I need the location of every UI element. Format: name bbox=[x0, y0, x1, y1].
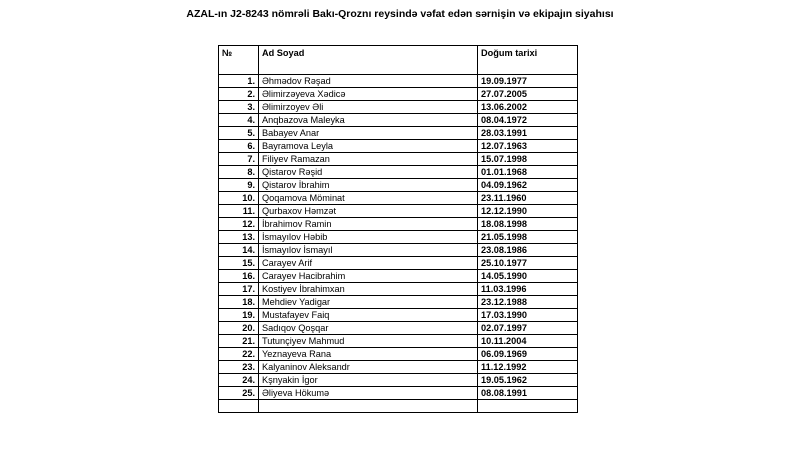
name-cell: İbrahimov Ramin bbox=[259, 218, 478, 231]
row-number-cell bbox=[219, 400, 259, 413]
birth-date-cell: 08.08.1991 bbox=[478, 387, 578, 400]
table-row bbox=[219, 400, 578, 413]
table-row bbox=[219, 114, 578, 127]
table-row bbox=[219, 361, 578, 374]
table-row bbox=[219, 322, 578, 335]
row-number-cell: 15. bbox=[219, 257, 259, 270]
name-cell: Əlimirzoyev Əli bbox=[259, 101, 478, 114]
birth-date-cell: 23.08.1986 bbox=[478, 244, 578, 257]
table-row bbox=[219, 309, 578, 322]
table-body bbox=[219, 75, 578, 413]
table-header-row bbox=[219, 46, 578, 75]
birth-date-cell: 27.07.2005 bbox=[478, 88, 578, 101]
table-row bbox=[219, 335, 578, 348]
name-cell: Sadıqov Qoşqar bbox=[259, 322, 478, 335]
table-row bbox=[219, 374, 578, 387]
table-row bbox=[219, 205, 578, 218]
table-row bbox=[219, 192, 578, 205]
name-cell: Qistarov Rəşid bbox=[259, 166, 478, 179]
table-row bbox=[219, 231, 578, 244]
table-row bbox=[219, 179, 578, 192]
row-number-cell: 11. bbox=[219, 205, 259, 218]
row-number-cell: 4. bbox=[219, 114, 259, 127]
row-number-cell: 17. bbox=[219, 283, 259, 296]
table-row bbox=[219, 166, 578, 179]
row-number-cell: 3. bbox=[219, 101, 259, 114]
birth-date-cell: 10.11.2004 bbox=[478, 335, 578, 348]
row-number-cell: 19. bbox=[219, 309, 259, 322]
table-row bbox=[219, 127, 578, 140]
birth-date-cell: 08.04.1972 bbox=[478, 114, 578, 127]
table-row bbox=[219, 296, 578, 309]
name-cell: Bayramova Leyla bbox=[259, 140, 478, 153]
row-number-cell: 7. bbox=[219, 153, 259, 166]
birth-date-cell: 18.08.1998 bbox=[478, 218, 578, 231]
table-row bbox=[219, 257, 578, 270]
birth-date-cell: 19.09.1977 bbox=[478, 75, 578, 88]
name-cell: Kalyaninov Aleksandr bbox=[259, 361, 478, 374]
name-cell: Əlimirzəyeva Xədicə bbox=[259, 88, 478, 101]
row-number-cell: 16. bbox=[219, 270, 259, 283]
birth-date-cell: 17.03.1990 bbox=[478, 309, 578, 322]
birth-date-cell: 19.05.1962 bbox=[478, 374, 578, 387]
row-number-cell: 23. bbox=[219, 361, 259, 374]
row-number-cell: 14. bbox=[219, 244, 259, 257]
birth-date-cell: 01.01.1968 bbox=[478, 166, 578, 179]
birth-date-cell: 23.12.1988 bbox=[478, 296, 578, 309]
name-cell: Babayev Anar bbox=[259, 127, 478, 140]
name-cell: Qoqamova Möminat bbox=[259, 192, 478, 205]
birth-date-cell: 28.03.1991 bbox=[478, 127, 578, 140]
name-cell: Mustafayev Faiq bbox=[259, 309, 478, 322]
table-row bbox=[219, 283, 578, 296]
table-row bbox=[219, 244, 578, 257]
birth-date-cell bbox=[478, 400, 578, 413]
birth-date-cell: 23.11.1960 bbox=[478, 192, 578, 205]
table-row bbox=[219, 387, 578, 400]
row-number-cell: 2. bbox=[219, 88, 259, 101]
birth-date-cell: 14.05.1990 bbox=[478, 270, 578, 283]
table-row bbox=[219, 348, 578, 361]
birth-date-cell: 11.12.1992 bbox=[478, 361, 578, 374]
table-row bbox=[219, 270, 578, 283]
row-number-cell: 12. bbox=[219, 218, 259, 231]
birth-date-cell: 13.06.2002 bbox=[478, 101, 578, 114]
birth-date-cell: 25.10.1977 bbox=[478, 257, 578, 270]
name-cell: Kşnyakin İgor bbox=[259, 374, 478, 387]
name-cell: İsmayılov Həbib bbox=[259, 231, 478, 244]
birth-date-cell: 21.05.1998 bbox=[478, 231, 578, 244]
name-cell: Kostiyev İbrahimxan bbox=[259, 283, 478, 296]
name-cell: Tutunçiyev Mahmud bbox=[259, 335, 478, 348]
column-header-number: № bbox=[219, 46, 259, 75]
name-cell: Anqbazova Maleyka bbox=[259, 114, 478, 127]
name-cell: Əliyeva Hökumə bbox=[259, 387, 478, 400]
row-number-cell: 18. bbox=[219, 296, 259, 309]
table-row bbox=[219, 101, 578, 114]
birth-date-cell: 15.07.1998 bbox=[478, 153, 578, 166]
row-number-cell: 1. bbox=[219, 75, 259, 88]
birth-date-cell: 12.12.1990 bbox=[478, 205, 578, 218]
column-header-name: Ad Soyad bbox=[259, 46, 478, 75]
name-cell: Filiyev Ramazan bbox=[259, 153, 478, 166]
row-number-cell: 21. bbox=[219, 335, 259, 348]
row-number-cell: 5. bbox=[219, 127, 259, 140]
name-cell: Carayev Arif bbox=[259, 257, 478, 270]
birth-date-cell: 02.07.1997 bbox=[478, 322, 578, 335]
birth-date-cell: 12.07.1963 bbox=[478, 140, 578, 153]
table-row bbox=[219, 140, 578, 153]
row-number-cell: 20. bbox=[219, 322, 259, 335]
table-row bbox=[219, 153, 578, 166]
row-number-cell: 24. bbox=[219, 374, 259, 387]
row-number-cell: 25. bbox=[219, 387, 259, 400]
name-cell: Yeznayeva Rana bbox=[259, 348, 478, 361]
birth-date-cell: 04.09.1962 bbox=[478, 179, 578, 192]
name-cell bbox=[259, 400, 478, 413]
name-cell: Mehdiev Yadigar bbox=[259, 296, 478, 309]
birth-date-cell: 06.09.1969 bbox=[478, 348, 578, 361]
table-row bbox=[219, 88, 578, 101]
row-number-cell: 9. bbox=[219, 179, 259, 192]
table-row bbox=[219, 218, 578, 231]
document-title: AZAL-ın J2-8243 nömrəli Bakı-Qroznı reysində vəfat edən sərnişin və ekipajın siyahısı bbox=[186, 8, 614, 20]
name-cell: Carayev Hacibrahim bbox=[259, 270, 478, 283]
row-number-cell: 8. bbox=[219, 166, 259, 179]
table-row bbox=[219, 75, 578, 88]
row-number-cell: 6. bbox=[219, 140, 259, 153]
row-number-cell: 10. bbox=[219, 192, 259, 205]
victims-table bbox=[218, 45, 578, 413]
name-cell: Qurbaxov Həmzət bbox=[259, 205, 478, 218]
name-cell: İsmayılov İsmayıl bbox=[259, 244, 478, 257]
row-number-cell: 13. bbox=[219, 231, 259, 244]
birth-date-cell: 11.03.1996 bbox=[478, 283, 578, 296]
name-cell: Qistarov İbrahim bbox=[259, 179, 478, 192]
name-cell: Əhmədov Rəşad bbox=[259, 75, 478, 88]
row-number-cell: 22. bbox=[219, 348, 259, 361]
column-header-birth-date: Doğum tarixi bbox=[478, 46, 578, 75]
